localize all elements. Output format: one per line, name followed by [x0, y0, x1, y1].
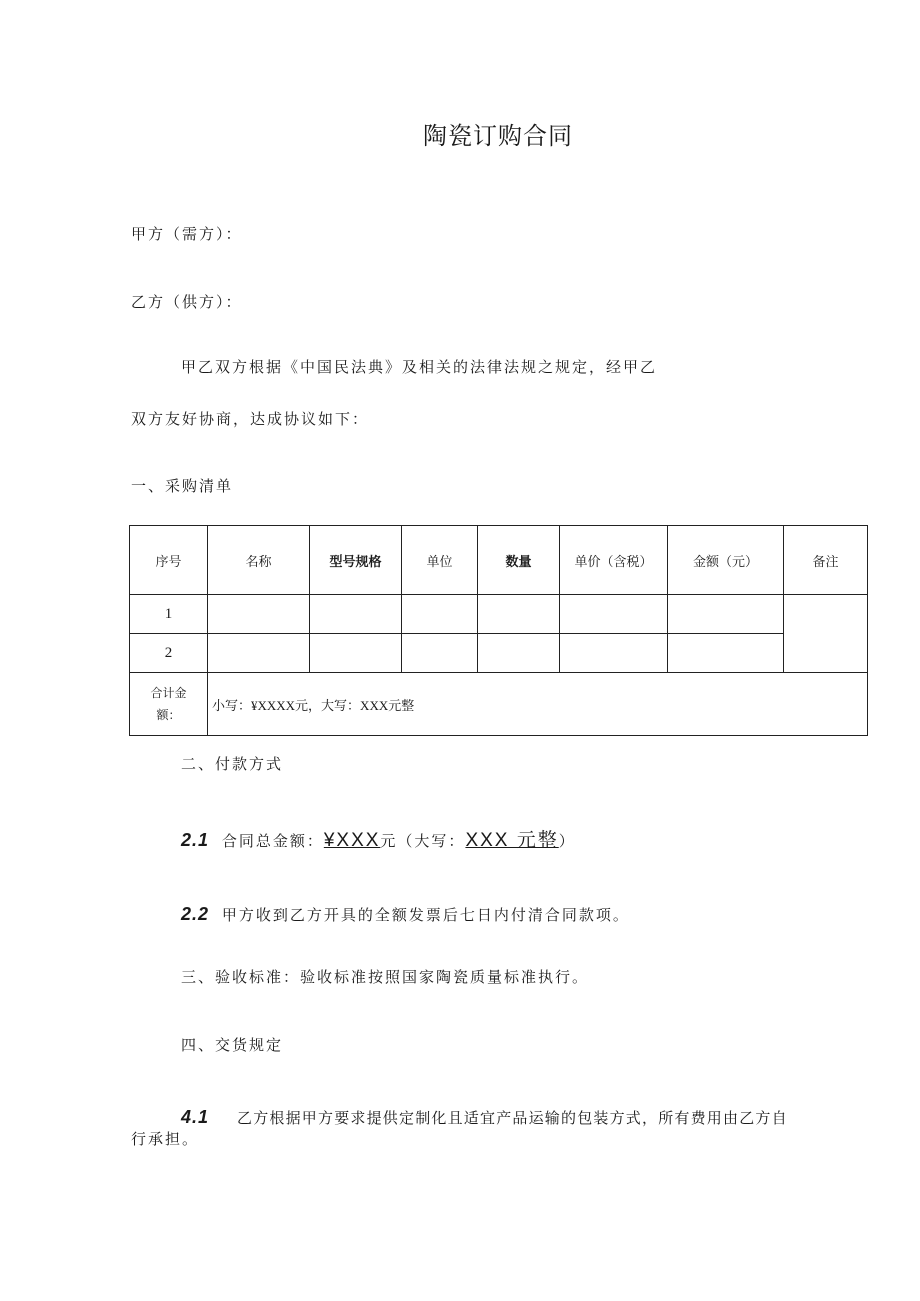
clause-2-2 [181, 904, 630, 925]
total-value: 小写：¥XXXX元，大写：XXX元整 [208, 673, 868, 736]
amount-figure: ¥XXX [323, 830, 381, 851]
table-cell [668, 634, 784, 673]
clause-4-1-continued: 行承担。 [131, 1130, 200, 1148]
clause-text: ） [558, 832, 576, 850]
section-1-heading: 一、采购清单 [131, 477, 234, 495]
row-index: 2 [130, 634, 208, 673]
clause-2-1 [181, 825, 576, 852]
party-a-label: 甲方（需方）： [131, 225, 243, 243]
section-3-heading: 三、验收标准：验收标准按照国家陶瓷质量标准执行。 [181, 968, 590, 986]
table-header-row [130, 526, 868, 595]
clause-4-1 [181, 1107, 788, 1128]
clause-text: 甲方收到乙方开具的全额发票后七日内付清合同款项。 [221, 906, 630, 924]
intro-line-2: 双方友好协商，达成协议如下： [131, 410, 370, 428]
section-2-heading: 二、付款方式 [181, 755, 284, 773]
table-cell [402, 634, 478, 673]
clause-number: 2.2 [181, 904, 210, 924]
header-cell: 单位 [402, 526, 478, 595]
clause-text: 乙方根据甲方要求提供定制化且适宜产品运输的包装方式，所有费用由乙方自 [237, 1109, 788, 1127]
table-row [130, 595, 868, 634]
table-cell [310, 634, 402, 673]
header-cell: 单价（含税） [560, 526, 668, 595]
remarks-cell [784, 595, 868, 673]
table-cell [560, 634, 668, 673]
table-cell [668, 595, 784, 634]
total-label-cell [130, 673, 208, 736]
clause-text: 合同总金额： [221, 832, 324, 850]
amount-words: XXX 元整 [465, 830, 559, 851]
table-cell [310, 595, 402, 634]
table-cell [560, 595, 668, 634]
table-cell [208, 595, 310, 634]
clause-text: 元（大写： [380, 832, 466, 850]
header-cell: 序号 [130, 526, 208, 595]
table-cell [478, 595, 560, 634]
total-label: 合计金额： [150, 686, 187, 722]
party-b-label: 乙方（供方）： [131, 293, 243, 311]
page-title: 陶瓷订购合同 [423, 122, 573, 150]
purchase-table [129, 525, 868, 736]
table-cell [208, 634, 310, 673]
header-cell: 金额（元） [668, 526, 784, 595]
table-row [130, 634, 868, 673]
total-row [130, 673, 868, 736]
header-cell: 备注 [784, 526, 868, 595]
header-cell: 型号规格 [310, 526, 402, 595]
table-cell [402, 595, 478, 634]
clause-number: 2.1 [181, 830, 210, 850]
header-cell: 数量 [478, 526, 560, 595]
row-index: 1 [130, 595, 208, 634]
intro-line-1: 甲乙双方根据《中国民法典》及相关的法律法规之规定，经甲乙 [181, 358, 658, 376]
section-4-heading: 四、交货规定 [181, 1036, 284, 1054]
header-cell: 名称 [208, 526, 310, 595]
table-cell [478, 634, 560, 673]
clause-number: 4.1 [181, 1107, 210, 1127]
